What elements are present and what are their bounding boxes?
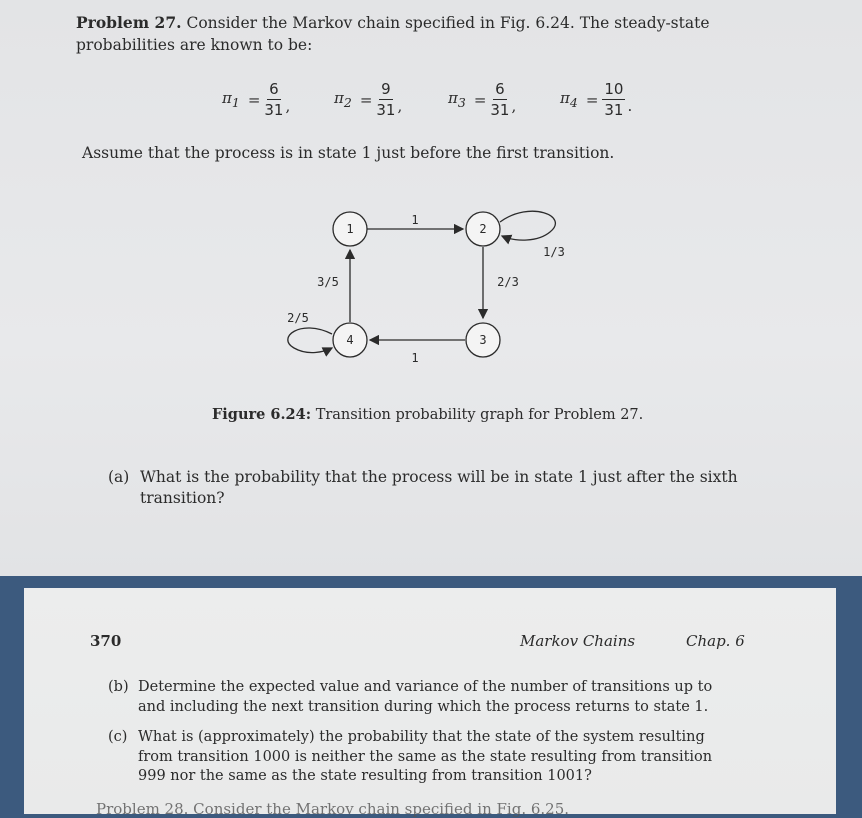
state-label-4: 4 <box>346 333 354 347</box>
pi-2: $\pi_2$ = $\frac{9}{31}$ , <box>334 80 403 119</box>
assumption-text: Assume that the process is in state 1 just before the first transition. <box>82 144 615 162</box>
pi-symbol: $\pi_2$ <box>334 89 352 110</box>
edge-label-1-2: 1 <box>411 213 419 227</box>
state-label-1: 1 <box>346 222 354 236</box>
state-label-3: 3 <box>479 333 487 347</box>
question-b-label: (b) <box>108 679 129 695</box>
edge-label-2-2: 1/3 <box>543 245 565 259</box>
pi-fraction: $\frac{6}{31}$ <box>490 80 510 119</box>
problem-text: Consider the Markov chain specified in Fig. 6.24. The steady-state probabilities are known to be: <box>76 14 710 54</box>
self-loop-4 <box>288 328 332 353</box>
pi-fraction: $\frac{6}{31}$ <box>264 80 284 119</box>
edge-label-2-3: 2/3 <box>497 275 519 289</box>
problem-statement <box>76 12 796 56</box>
markov-chain-diagram <box>270 198 590 378</box>
figure-caption-label: Figure 6.24: <box>212 406 312 423</box>
question-a: (a) What is the probability that the process will be in state 1 just after the sixth transition? <box>108 468 738 507</box>
pi-1: $\pi_1$ = $\frac{6}{31}$ , <box>222 80 291 119</box>
edge-label-4-1: 3/5 <box>317 275 339 289</box>
chapter-title: Markov Chains <box>520 632 636 650</box>
pi-fraction: $\frac{9}{31}$ <box>376 80 396 119</box>
question-c: (c) What is (approximately) the probability that the state of the system resulting from transition 1000 is neither the same as the state resulting from transition 999 nor the same as the state resulting from transition 1001? <box>108 729 713 784</box>
pi-symbol: $\pi_4$ <box>560 89 578 110</box>
question-c-label: (c) <box>108 729 128 745</box>
edge-label-3-4: 1 <box>411 351 419 365</box>
pi-symbol: $\pi_3$ <box>448 89 466 110</box>
self-loop-2 <box>500 211 555 240</box>
pi-symbol: $\pi_1$ <box>222 89 240 110</box>
pi-3: $\pi_3$ = $\frac{6}{31}$ , <box>448 80 517 119</box>
next-problem-fragment: Problem 28. Consider the Markov chain specified in Fig. 6.25. <box>96 800 570 818</box>
edge-label-4-4: 2/5 <box>287 311 309 325</box>
page-number: 370 <box>90 632 122 650</box>
pi-fraction: $\frac{10}{31}$ <box>604 80 624 119</box>
steady-state-probabilities <box>0 80 862 120</box>
figure-caption-text: Transition probability graph for Problem 27. <box>315 407 644 423</box>
pi-4: $\pi_4$ = $\frac{10}{31}$ . <box>560 80 633 119</box>
figure-caption <box>212 406 643 423</box>
question-a-label: (a) <box>108 468 130 486</box>
problem-number: Problem 27. <box>76 13 182 32</box>
question-b: (b) Determine the expected value and variance of the number of transitions up to and including the next transition during which the process returns to state 1. <box>108 679 713 715</box>
state-label-2: 2 <box>479 222 487 236</box>
chapter-number: Chap. 6 <box>686 632 745 650</box>
